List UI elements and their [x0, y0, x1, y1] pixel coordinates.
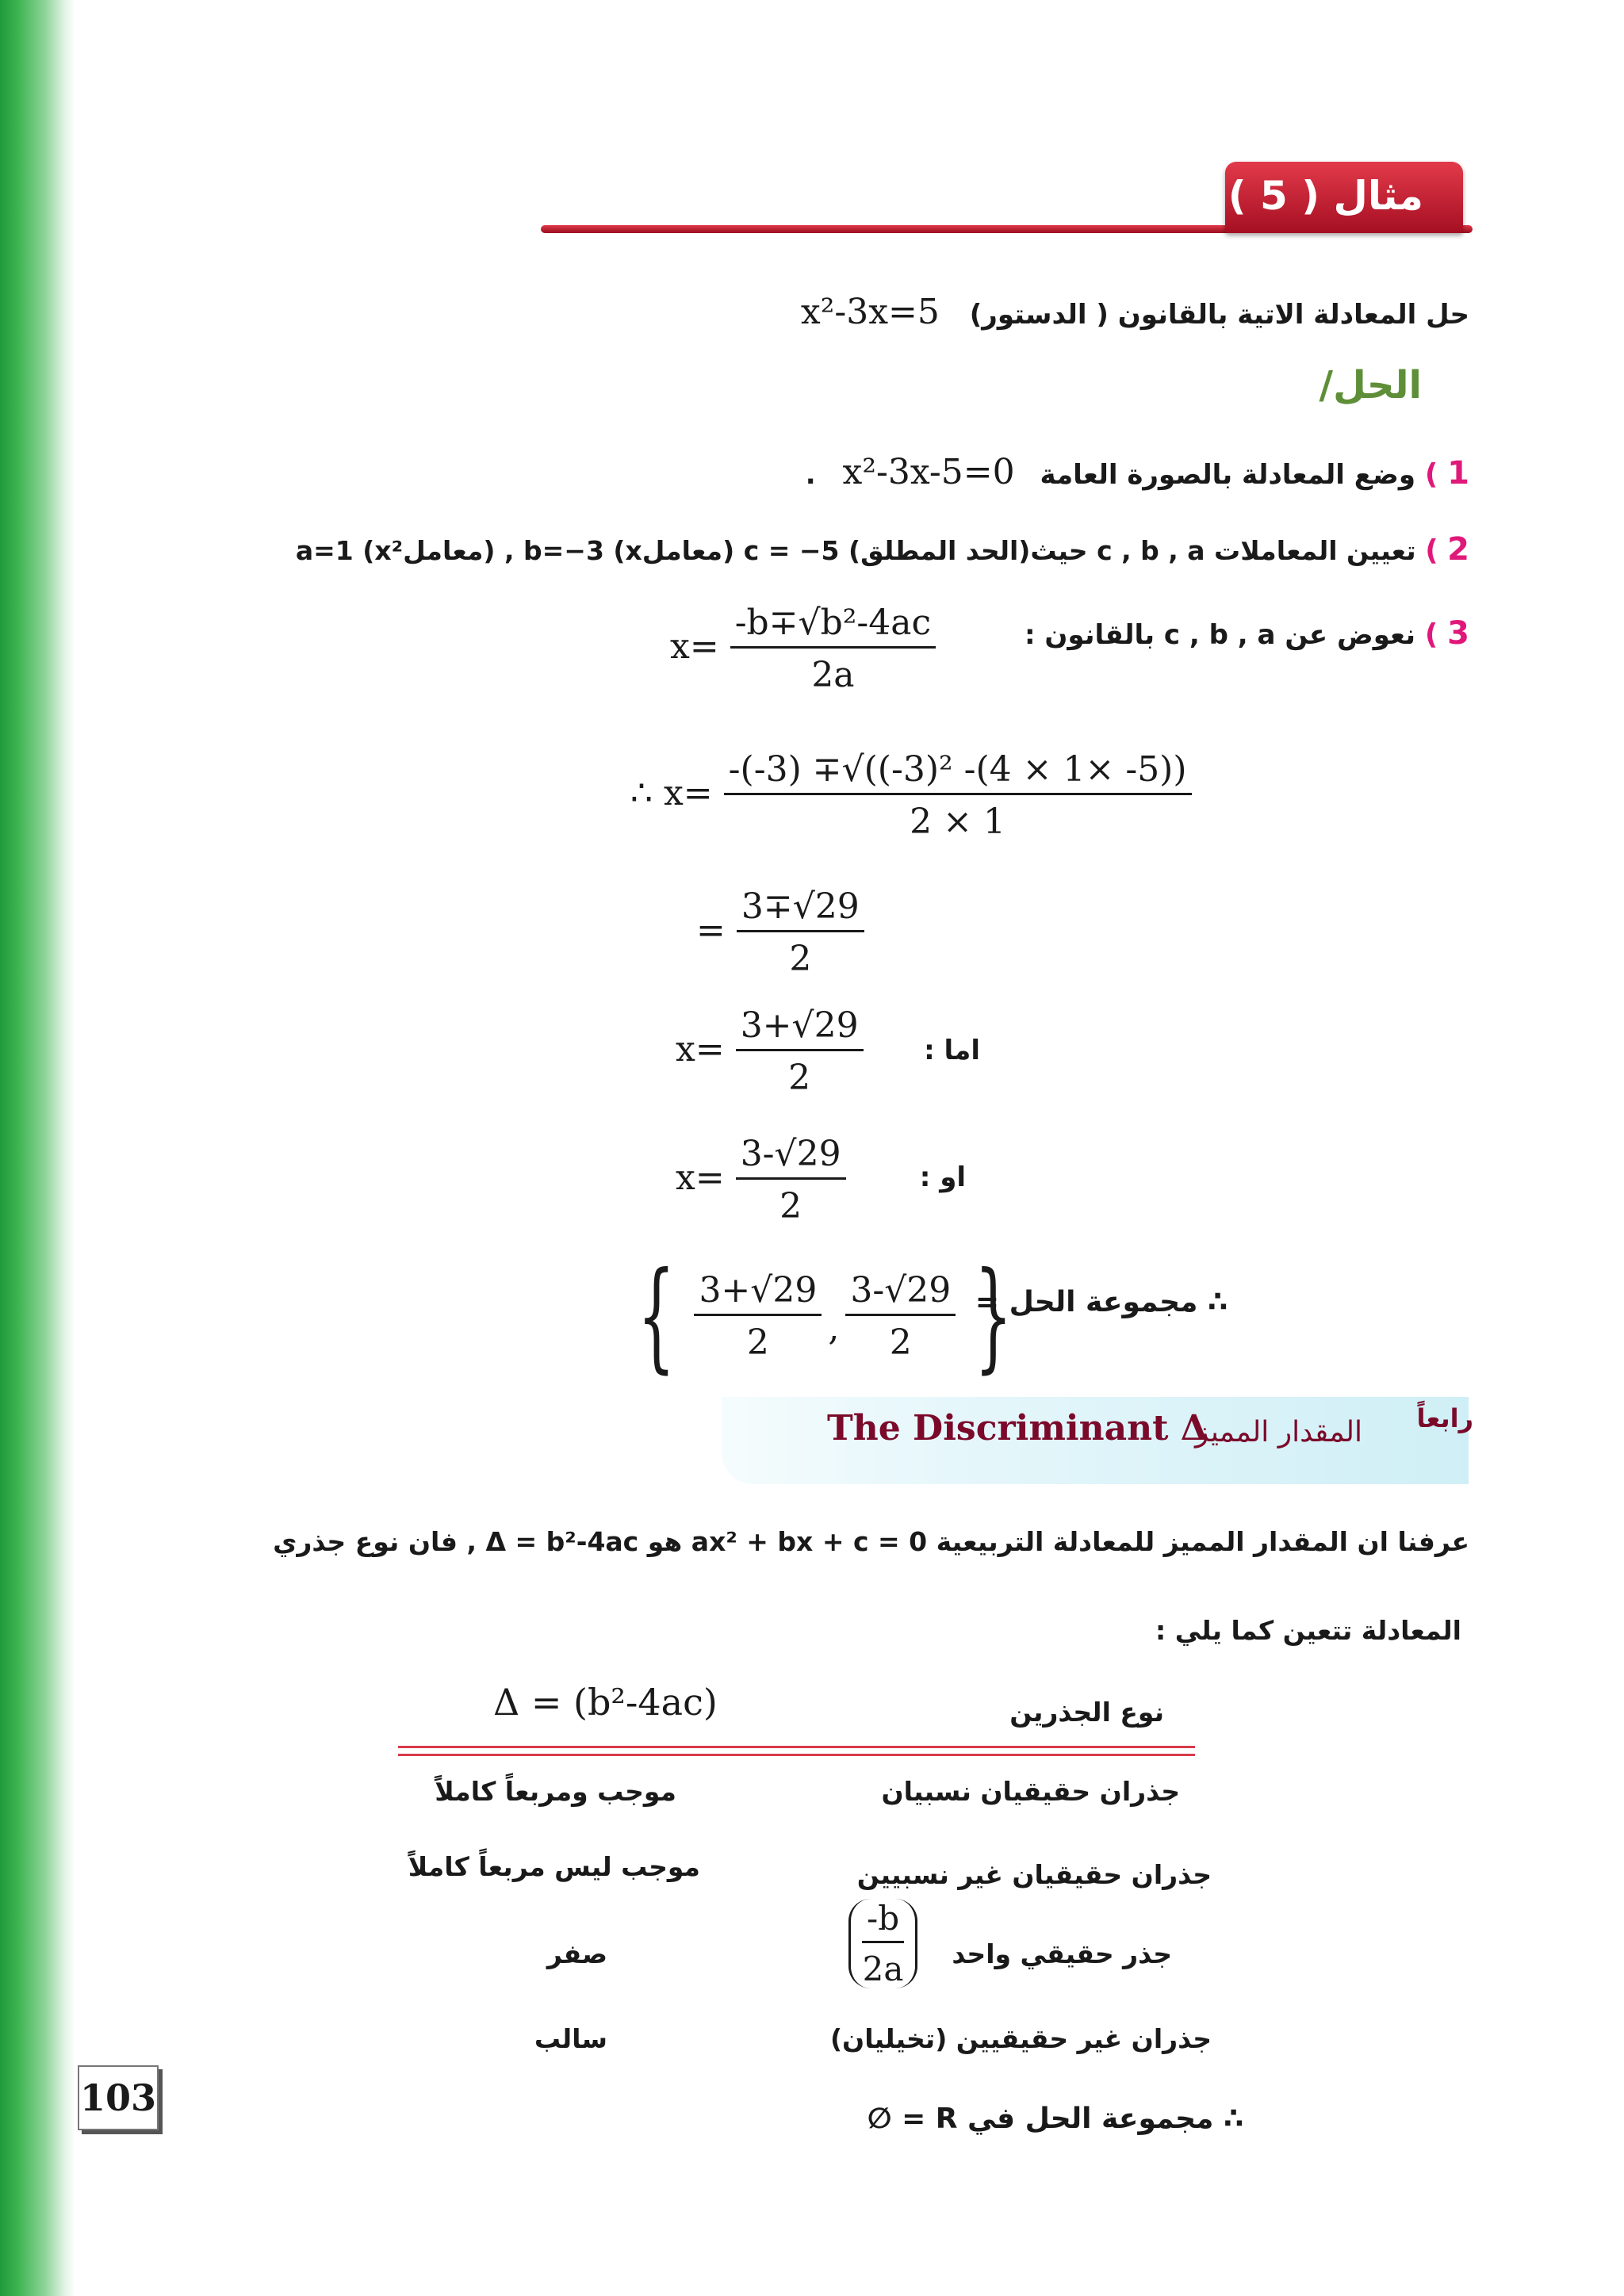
step-1-number: 1: [1447, 455, 1469, 492]
section-arabic-title: المقدار المميز: [1194, 1416, 1362, 1448]
example-label: مثال ( 5 ): [1228, 173, 1423, 219]
substitution-lhs: ∴ x=: [630, 773, 713, 813]
table-row-type: جذران حقيقيان نسبيان: [881, 1776, 1180, 1807]
page-number: 103: [79, 2076, 157, 2119]
solution-set-den-1: 2: [746, 1322, 769, 1363]
table-row-type: جذر حقيقي واحد: [952, 1938, 1172, 1969]
table-header-rule: [398, 1746, 1195, 1748]
problem-equation: x²-3x=5: [800, 292, 940, 332]
quadratic-formula: [670, 603, 936, 695]
single-root-numerator: -b: [862, 1899, 904, 1943]
formula-denominator: 2a: [811, 655, 855, 695]
page-side-stripe: [0, 0, 75, 2296]
solution-set-den-2: 2: [889, 1322, 912, 1363]
single-root-denominator: 2a: [862, 1950, 904, 1988]
or-label: او :: [919, 1161, 966, 1193]
or-lhs: x=: [676, 1158, 725, 1198]
or-denominator: 2: [779, 1186, 802, 1226]
table-row-delta: موجب ليس مربعاً كاملاً: [408, 1851, 700, 1882]
solution-set-root-1: 3+√29: [694, 1270, 822, 1316]
simplified-lhs: =: [696, 910, 726, 951]
step-2-text: تعيين المعاملات c , b , a حيث(الحد المطلق) c = −5 (معاملx) b=−3 , (معاملx²) a=1: [295, 535, 1416, 566]
substitution: [630, 749, 1192, 842]
substitution-numerator: -(-3) ∓√((-3)² -(4 × 1× -5)): [724, 749, 1192, 795]
step-1-equation: x²-3x-5=0: [842, 452, 1015, 492]
table-row-delta: موجب ومربعاً كاملاً: [435, 1776, 676, 1807]
problem-label: حل المعادلة الاتية بالقانون ( الدستور): [969, 299, 1469, 331]
simplified-denominator: 2: [789, 939, 812, 979]
solution-set-root-2: 3-√29: [845, 1270, 956, 1316]
either-numerator: 3+√29: [736, 1005, 864, 1051]
page-number-box: [78, 2065, 159, 2130]
or-numerator: 3-√29: [736, 1134, 846, 1180]
section-english-title: The Discriminant Δ: [827, 1408, 1208, 1448]
formula-lhs: x=: [670, 626, 719, 667]
solution-label: الحل/: [1319, 363, 1422, 408]
intro-line-1: عرفنا ان المقدار المميز للمعادلة التربيعية ax² + bx + c = 0 هو Δ = b²-4ac , فان نوع جذري: [273, 1526, 1469, 1557]
solution-set: { $\frac{3+√29}{2}$ , $\frac{3-√29}{2}$ }: [637, 1247, 1013, 1385]
step-3: 3 ) نعوض عن c , b , a بالقانون :: [1024, 615, 1469, 652]
step-1: 1 ) وضع المعادلة بالصورة العامة x²-3x-5=0 .: [805, 452, 1469, 492]
table-row-delta: سالب: [534, 2023, 607, 2054]
table-header-delta: Δ = (b²-4ac): [493, 1681, 718, 1724]
or-root: [676, 1134, 846, 1226]
substitution-denominator: 2 × 1: [910, 802, 1005, 842]
step-1-tail: .: [805, 459, 816, 491]
simplified: [696, 886, 864, 979]
table-row-type: جذران حقيقيان غير نسبيين: [856, 1859, 1212, 1890]
table-row-type: جذران غير حقيقيين (تخيليان): [829, 2023, 1212, 2054]
solution-set-label: ∴ مجموعة الحل =: [975, 1286, 1228, 1318]
either-denominator: 2: [788, 1058, 811, 1098]
example-badge: [1225, 162, 1463, 233]
simplified-numerator: 3∓√29: [737, 886, 864, 932]
table-header-rule-2: [398, 1754, 1195, 1756]
either-label: اما :: [924, 1035, 980, 1066]
step-3-text: نعوض عن c , b , a بالقانون :: [1024, 619, 1416, 651]
table-row-type-math: [848, 1899, 917, 1988]
step-2: 2 ) تعيين المعاملات c , b , a حيث(الحد المطلق) c = −5 (معاملx) b=−3 , (معاملx²) a=1: [295, 531, 1469, 568]
final-statement: ∴ مجموعة الحل في R = ∅: [867, 2103, 1243, 2135]
either-root: [676, 1005, 864, 1098]
table-header-types: نوع الجذرين: [1009, 1697, 1164, 1728]
formula-numerator: -b∓√b²-4ac: [730, 603, 936, 649]
step-1-text: وضع المعادلة بالصورة العامة: [1040, 459, 1416, 491]
table-row-delta: صفر: [546, 1938, 607, 1969]
step-2-number: 2: [1447, 531, 1469, 568]
intro-line-2: المعادلة تتعين كما يلي :: [1155, 1615, 1461, 1646]
section-label: رابعاً: [1416, 1403, 1473, 1433]
problem-text: [801, 292, 1469, 332]
either-lhs: x=: [676, 1029, 725, 1070]
step-3-number: 3: [1447, 615, 1469, 652]
